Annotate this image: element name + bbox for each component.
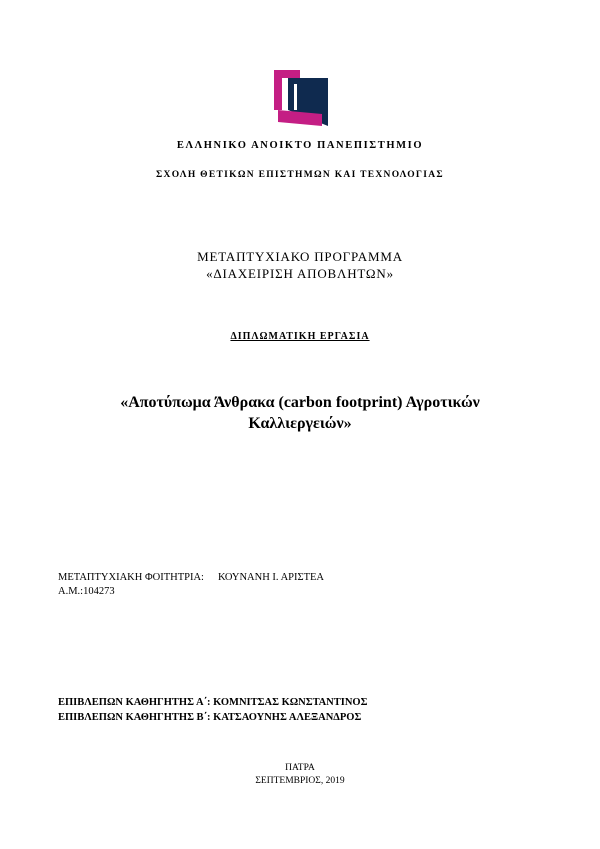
footer-city: ΠΑΤΡΑ <box>285 763 315 773</box>
supervisor-a: ΕΠΙΒΛΕΠΩΝ ΚΑΘΗΓΗΤΗΣ Α΄: ΚΟΜΝΙΤΣΑΣ ΚΩΝΣΤΑΝΤΙΝΟΣ <box>58 697 368 708</box>
supervisor-b: ΕΠΙΒΛΕΠΩΝ ΚΑΘΗΓΗΤΗΣ Β΄: ΚΑΤΣΑΟΥΝΗΣ ΑΛΕΞΑΝΔΡΟΣ <box>58 712 362 723</box>
school-name: ΣΧΟΛΗ ΘΕΤΙΚΩΝ ΕΠΙΣΤΗΜΩΝ ΚΑΙ ΤΕΧΝΟΛΟΓΙΑΣ <box>156 170 444 180</box>
thesis-title <box>60 392 540 434</box>
thesis-label: ΔΙΠΛΩΜΑΤΙΚΗ ΕΡΓΑΣΙΑ <box>230 331 370 342</box>
footer-date: ΣΕΠΤΕΜΒΡΙΟΣ, 2019 <box>255 776 345 786</box>
program-line-1: ΜΕΤΑΠΤΥΧΙΑΚΟ ΠΡΟΓΡΑΜΜΑ <box>197 249 403 264</box>
student-id: Α.Μ.:104273 <box>58 586 115 597</box>
supervisors <box>58 695 367 725</box>
program-line-2: «ΔΙΑΧΕΙΡΙΣΗ ΑΠΟΒΛΗΤΩΝ» <box>206 266 394 281</box>
university-logo <box>274 70 328 126</box>
program-name <box>0 248 600 282</box>
footer <box>0 762 600 788</box>
student-label: ΜΕΤΑΠΤΥΧΙΑΚΗ ΦΟΙΤΗΤΡΙΑ: <box>58 572 204 583</box>
thesis-title-line-2: Καλλιεργειών» <box>248 415 352 432</box>
university-name: ΕΛΛΗΝΙΚΟ ΑΝΟΙΚΤΟ ΠΑΝΕΠΙΣΤΗΜΙΟ <box>176 140 424 151</box>
student-info <box>58 571 324 599</box>
thesis-title-line-1: «Αποτύπωμα Άνθρακα (carbon footprint) Αγροτικών <box>120 394 480 411</box>
student-name: ΚΟΥΝΑΝΗ Ι. ΑΡΙΣΤΕΑ <box>217 572 325 583</box>
